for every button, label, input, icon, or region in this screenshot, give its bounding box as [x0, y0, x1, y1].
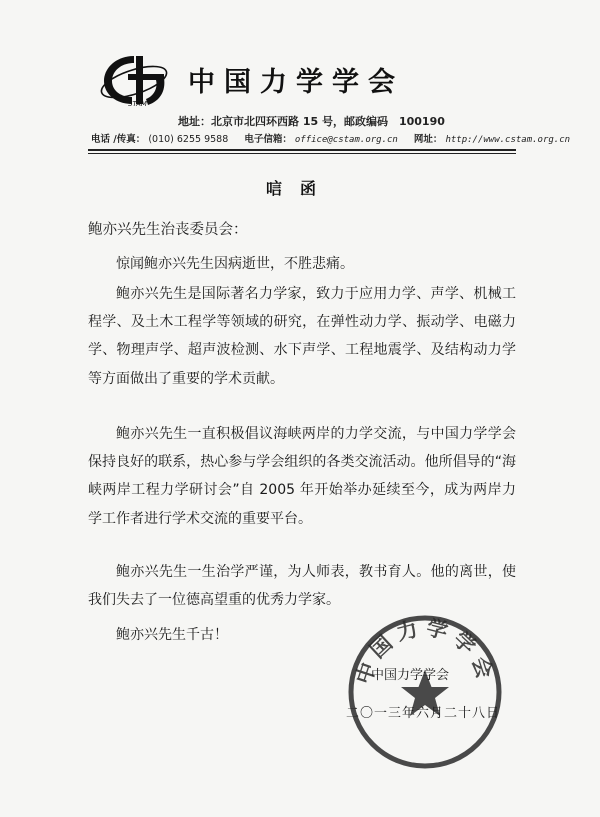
letter-title: 唁函 — [265, 179, 334, 198]
address-line: 地址：北京市北四环西路 15 号，邮政编码 100190 — [178, 115, 445, 128]
closing-line: 鲍亦兴先生千古！ — [116, 627, 228, 643]
paragraph: 鲍亦兴先生一直积极倡议海峡两岸的力学交流，与中国力学学会保持良好的联系，热心参与学会组织的各类交流活动。他所倡导的“海峡两岸工程力学研讨会”自 2005 年开始举办延续至今，成为两岸力学工作者进行学术交流的重要平台。 — [88, 426, 516, 527]
email-label: 电子信箱： — [244, 134, 292, 145]
paragraph: 鲍亦兴先生一生治学严谨，为人师表，教书育人。他的离世，使我们失去了一位德高望重的优秀力学家。 — [88, 564, 516, 609]
website-value: http://www.cstam.org.cn — [445, 135, 571, 145]
email-value: office@cstam.org.cn — [294, 135, 398, 145]
header-rule-thick — [88, 149, 516, 151]
paragraph: 惊闻鲍亦兴先生因病逝世，不胜悲痛。 — [116, 256, 354, 272]
org-name: 中国力学学会 — [188, 67, 404, 98]
header-rule-thin — [88, 153, 516, 154]
stam-logo-icon — [98, 52, 170, 108]
svg-text:STAM: STAM — [128, 100, 147, 108]
signature-date: 二〇一三年六月二十八日 — [346, 706, 501, 721]
phone-label: 电话 /传真： — [91, 134, 146, 145]
phone-value: (010) 6255 9588 — [148, 134, 229, 145]
signature-org: 中国力学学会 — [371, 668, 450, 683]
paragraph: 鲍亦兴先生是国际著名力学家，致力于应用力学、声学、机械工程学、及土木工程学等领域的研究，在弹性动力学、振动学、电磁力学、物理声学、超声波检测、水下声学、工程地震学、及结构动力学等方面做出了重要的学术贡献。 — [88, 286, 516, 387]
contact-line — [91, 131, 571, 145]
salutation: 鲍亦兴先生治丧委员会： — [88, 222, 248, 238]
seal-text: 中国力学学会 — [351, 615, 499, 688]
website-label: 网址： — [413, 134, 443, 145]
official-seal — [345, 612, 505, 772]
